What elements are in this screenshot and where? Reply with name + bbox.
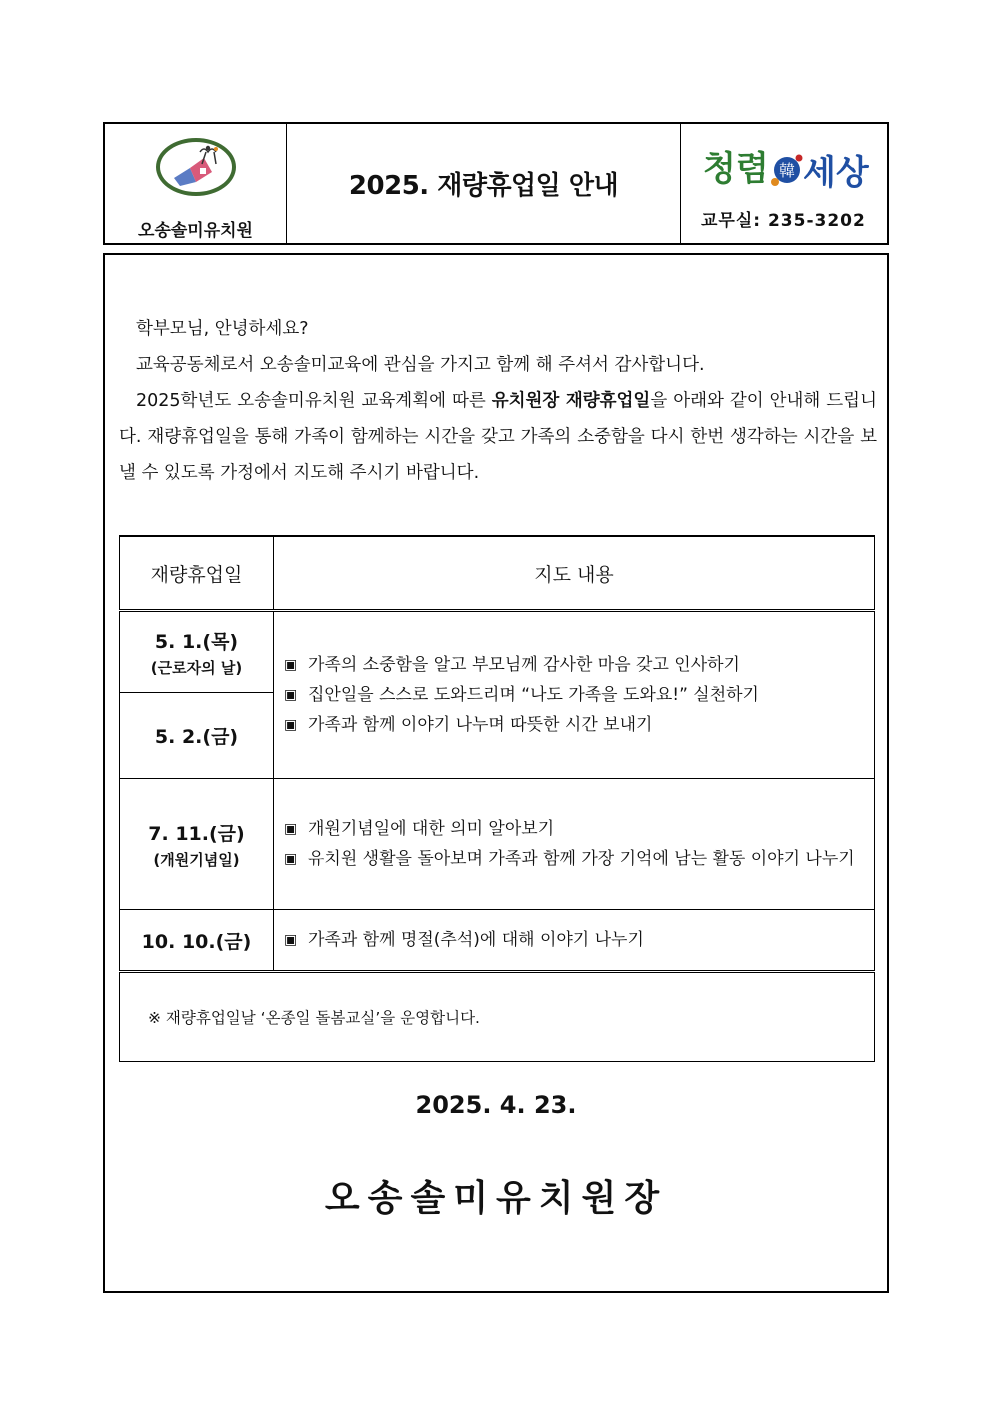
letter-text bbox=[119, 311, 877, 491]
document-title: 2025. 재량휴업일 안내 bbox=[348, 171, 619, 201]
body-bold: 유치원장 재량휴업일 bbox=[491, 391, 651, 411]
care-class-note: ※ 재량휴업일날 ‘온종일 돌봄교실’을 운영합니다. bbox=[120, 972, 875, 1062]
principal-signature: 오송솔미유치원장 bbox=[324, 1178, 668, 1219]
bullet-square-icon: ▣ bbox=[284, 687, 298, 703]
bullet-square-icon: ▣ bbox=[284, 717, 298, 733]
list-item: ▣ 유치원 생활을 돌아보며 가족과 함께 가장 기억에 남는 활동 이야기 나누기 bbox=[284, 844, 866, 874]
date-main: 10. 10.(금) bbox=[141, 930, 252, 953]
svg-text:세상: 세상 bbox=[803, 153, 869, 193]
list-item: ▣ 가족의 소중함을 알고 부모님께 감사한 마음 갖고 인사하기 bbox=[284, 650, 866, 680]
issue-date: 2025. 4. 23. bbox=[415, 1091, 577, 1119]
list-item: ▣ 개원기념일에 대한 의미 알아보기 bbox=[284, 814, 866, 844]
bullet-square-icon: ▣ bbox=[284, 657, 298, 673]
date-note: (개원기념일) bbox=[153, 850, 240, 869]
brand-cell bbox=[681, 124, 887, 243]
bullet-square-icon: ▣ bbox=[284, 821, 298, 837]
header-content: 지도 내용 bbox=[274, 536, 875, 611]
body-paragraph bbox=[119, 383, 877, 491]
date-cell bbox=[120, 611, 274, 693]
bullet-square-icon: ▣ bbox=[284, 932, 298, 948]
date-note: (근로자의 날) bbox=[150, 658, 243, 677]
date-main: 7. 11.(금) bbox=[148, 822, 245, 845]
document-header bbox=[103, 122, 889, 245]
document-body-frame bbox=[103, 253, 889, 1293]
body-before: 2025학년도 오송솔미유치원 교육계획에 따른 bbox=[136, 391, 492, 411]
thanks-line: 교육공동체로서 오송솔미교육에 관심을 가지고 함께 해 주셔서 감사합니다. bbox=[136, 355, 705, 375]
date-cell bbox=[120, 693, 274, 779]
table-row bbox=[120, 611, 875, 693]
svg-text:韓: 韓 bbox=[778, 161, 796, 180]
svg-text:청렴: 청렴 bbox=[703, 149, 769, 189]
office-phone: 교무실: 235-3202 bbox=[701, 211, 866, 231]
date-cell bbox=[120, 779, 274, 910]
table-row bbox=[120, 779, 875, 910]
integrity-slogan-logo bbox=[703, 140, 873, 200]
title-cell bbox=[287, 124, 681, 243]
content-cell bbox=[274, 611, 875, 779]
list-item: ▣ 가족과 함께 이야기 나누며 따뜻한 시간 보내기 bbox=[284, 710, 866, 740]
list-item: ▣ 집안일을 스스로 도와드리며 “나도 가족을 도와요!” 실천하기 bbox=[284, 680, 866, 710]
content-cell bbox=[274, 779, 875, 910]
kindergarten-name: 오송솔미유치원 bbox=[138, 221, 253, 241]
closure-table bbox=[119, 535, 875, 1062]
list-item: ▣ 가족과 함께 명절(추석)에 대해 이야기 나누기 bbox=[284, 925, 866, 955]
date-cell bbox=[120, 910, 274, 972]
body-after: 을 아래와 같이 안내해 드립니다. 재량휴업일을 통해 가족이 함께하는 시간을 갖고 가족의 소중함을 다시 한번 생각하는 시간을 보낼 수 있도록 가정에서 지도해 주시기 바랍니다. bbox=[119, 391, 877, 483]
table-header-row bbox=[120, 536, 875, 611]
header-date: 재량휴업일 bbox=[120, 536, 274, 611]
bullet-square-icon: ▣ bbox=[284, 851, 298, 867]
date-main: 5. 1.(목) bbox=[154, 630, 239, 653]
content-cell bbox=[274, 910, 875, 972]
logo-cell bbox=[105, 124, 287, 243]
date-main: 5. 2.(금) bbox=[154, 726, 239, 748]
table-row bbox=[120, 910, 875, 972]
table-note-row bbox=[120, 972, 875, 1062]
kindergarten-logo-icon bbox=[156, 138, 236, 196]
greeting: 학부모님, 안녕하세요? bbox=[136, 319, 309, 339]
